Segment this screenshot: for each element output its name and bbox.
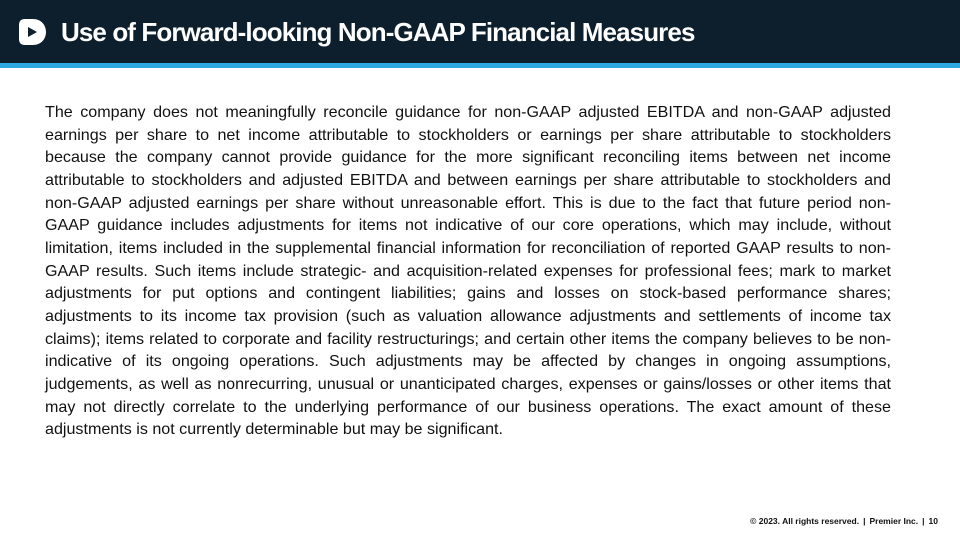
slide-footer [750, 516, 938, 526]
slide-title: Use of Forward-looking Non-GAAP Financial Measures [61, 17, 695, 47]
page-number: 10 [928, 516, 938, 526]
slide-header [0, 0, 960, 63]
footer-company: Premier Inc. [869, 516, 919, 526]
header-accent-stripe [0, 63, 960, 68]
footer-copyright: © 2023. All rights reserved. [750, 516, 860, 526]
body-paragraph: The company does not meaningfully reconcile guidance for non-GAAP adjusted EBITDA and non-GAAP adjusted earnings per share to net income attributable to stockholders or earnings per share attributable to stockholders because the company cannot provide guidance for the more significant reconciling items between net income attributable to stockholders and adjusted EBITDA and between earnings per share attributable to stockholders and non-GAAP adjusted earnings per share without unreasonable effort. This is due to the fact that future period non-GAAP guidance includes adjustments for items not indicative of our core operations, which may include, without limitation, items included in the supplemental financial information for reconciliation of reported GAAP results to non-GAAP results. Such items include strategic- and acquisition-related expenses for professional fees; mark to market adjustments for put options and contingent liabilities; gains and losses on stock-based performance shares; adjustments to its income tax provision (such as valuation allowance adjustments and settlements of income tax claims); items related to corporate and facility restructurings; and certain other items the company believes to be non-indicative of its ongoing operations. Such adjustments may be affected by changes in ongoing assumptions, judgements, as well as nonrecurring, unusual or unanticipated charges, expenses or gains/losses or other items that may not directly correlate to the underlying performance of our business operations. The exact amount of these adjustments is not currently determinable but may be significant. [45, 103, 891, 439]
footer-separator: | [922, 516, 925, 526]
footer-separator: | [863, 516, 866, 526]
premier-logo-icon [16, 16, 48, 48]
